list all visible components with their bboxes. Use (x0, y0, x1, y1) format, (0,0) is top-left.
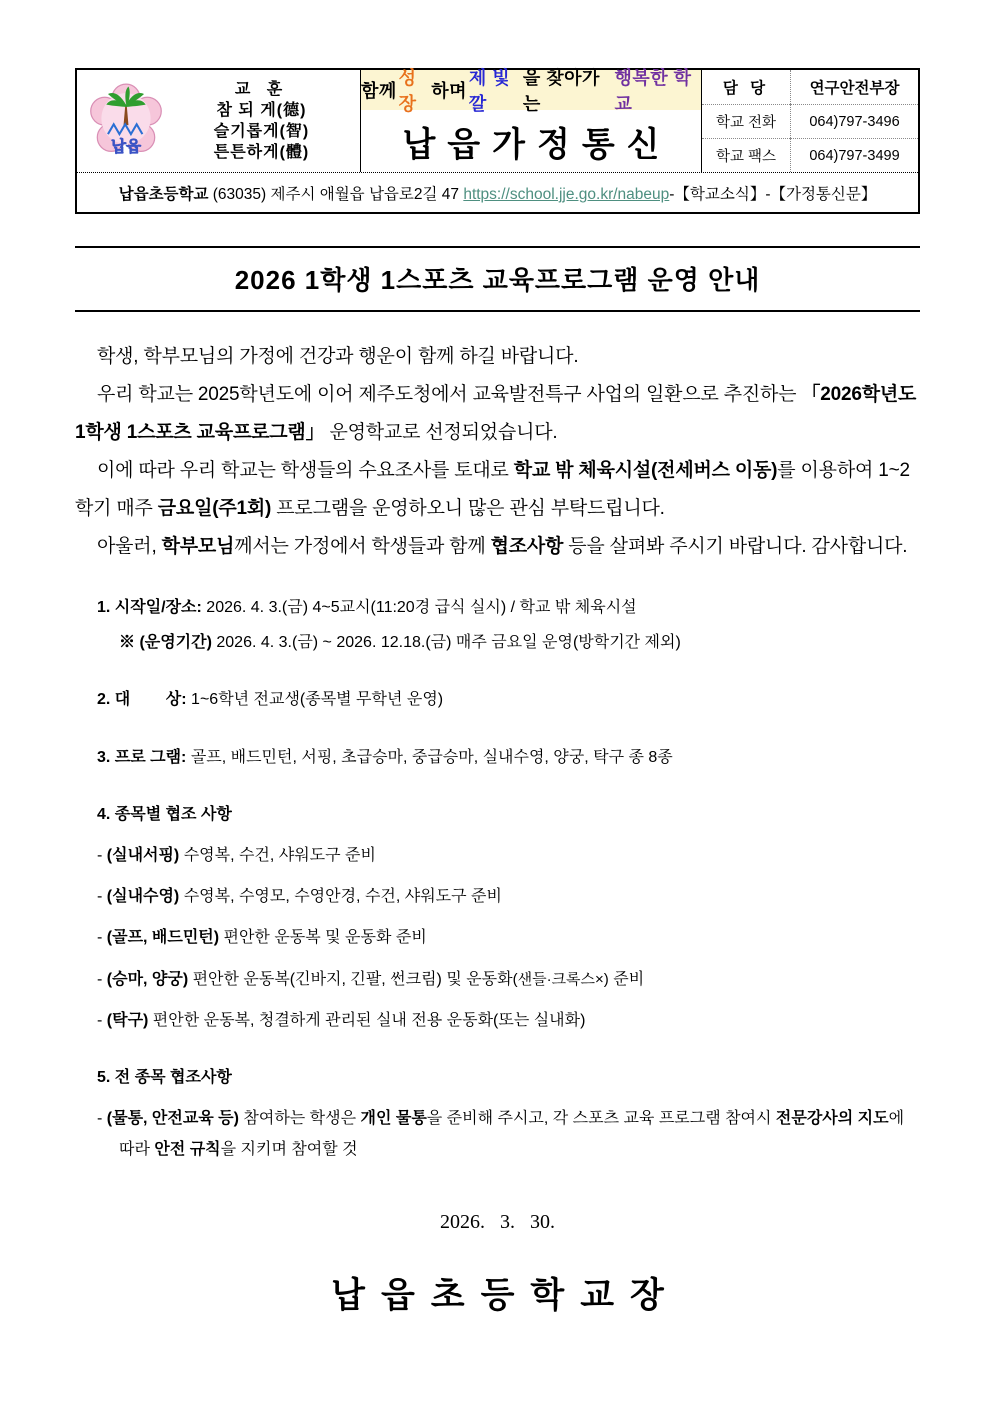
paragraph (75, 528, 920, 566)
school-motto (169, 79, 354, 163)
paragraph (75, 376, 920, 452)
text-run: (탁구) (106, 1011, 149, 1029)
school-emblem-icon (85, 78, 167, 164)
text-run: 협조사항 (490, 536, 564, 557)
motto-line: 슬기롭게(智) (213, 123, 310, 140)
address-text: (63035) 제주시 애월읍 납읍로2길 47 (208, 186, 464, 203)
text-run: - (97, 888, 107, 906)
text-run: - (97, 846, 107, 864)
text-run: 을 찾아가는 (522, 68, 600, 114)
list-item (97, 799, 920, 830)
text-run: 골프, 배드민턴, 서핑, 초급승마, 중급승마, 실내수영, 양궁, 탁구 종 8종 (190, 748, 673, 766)
sub-item (97, 964, 920, 995)
text-run: 성장 (398, 68, 417, 114)
text-run: 2. 대 상: (97, 691, 192, 709)
header-top-row (77, 70, 918, 172)
school-logo (83, 78, 169, 164)
contact-label: 담 당 (722, 80, 770, 97)
paragraph (75, 338, 920, 376)
text-run: (물통, 안전교육 등) (106, 1110, 239, 1128)
header-left-cell (77, 70, 360, 172)
text-run: 5. 전 종목 협조사항 (97, 1068, 232, 1086)
issue-date: 2026. 3. 30. (440, 1211, 555, 1234)
header-box (75, 68, 920, 214)
text-run: (골프, 배드민턴) (106, 929, 220, 947)
text-run: 금요일(주1회) (157, 498, 272, 519)
text-run: 2026. 4. 3.(금) ~ 2026. 12.18.(금) 매주 금요일 운영(방학기간 제외) (211, 634, 681, 652)
contact-value: 064)797-3496 (790, 104, 918, 138)
motto-lines (169, 100, 354, 163)
text-run: (승마, 양궁) (106, 970, 189, 988)
newsletter-title: 납읍가정통신 (402, 125, 672, 164)
text-run: (실내서핑) (106, 846, 180, 864)
contact-label: 학교 전화 (702, 104, 790, 138)
text-run: 개인 물통 (360, 1110, 427, 1128)
contact-row (702, 138, 918, 172)
school-name: 납읍초등학교 (118, 186, 209, 203)
contact-row (702, 70, 918, 104)
sub-item (97, 1103, 920, 1165)
text-run: 우리 학교는 2025학년도에 이어 제주도청에서 교육발전특구 사업의 일환으로 추진하는 (97, 384, 802, 405)
text-run: - (97, 970, 107, 988)
text-run: 에 따라 (119, 1110, 909, 1159)
text-run: (샌들·크록스×) (512, 970, 609, 988)
text-run: 를 이용하여 1~2학기 매주 (75, 460, 910, 519)
sub-item (97, 881, 920, 912)
text-run: 2026. 4. 3.(금) 4~5교시(11:20경 급식 실시) / 학교 밖 체육시설 (206, 599, 637, 616)
motto-title: 교 훈 (234, 80, 289, 98)
list-item (97, 684, 920, 715)
school-slogan (361, 68, 701, 114)
contact-table (702, 70, 918, 172)
list-item (97, 1062, 920, 1093)
sub-item (97, 840, 920, 871)
text-run: 편안한 운동복(긴바지, 긴팔, 썬크림) 및 운동화 (188, 970, 513, 988)
text-run: 1~6학년 전교생(종목별 무학년 운영) (191, 691, 444, 709)
text-run: 편안한 운동복 및 운동화 준비 (219, 929, 427, 947)
text-run: 수영복, 수건, 샤워도구 준비 (179, 846, 376, 864)
contact-value: 연구안전부장 (790, 70, 918, 104)
text-run: 학교 밖 체육시설(전세버스 이동) (513, 460, 778, 481)
text-run: 운영학교로 선정되었습니다. (324, 422, 558, 443)
text-run: ※ (운영기간) (119, 634, 212, 652)
text-run: 이에 따라 우리 학교는 학생들의 수요조사를 토대로 (97, 460, 514, 481)
text-run: 께서는 가정에서 학생들과 함께 (234, 536, 491, 557)
text-run: - (97, 1011, 107, 1029)
paragraph (75, 452, 920, 528)
body-items (75, 592, 920, 1165)
document-title: 2026 1학생 1스포츠 교육프로그램 운영 안내 (75, 246, 920, 312)
text-run: (실내수영) (106, 888, 180, 906)
principal-signature: 납읍초등학교장 (331, 1276, 680, 1316)
text-run: 학부모님 (161, 536, 235, 557)
text-run: 「2026학년도 1학생 1스포츠 교육프로그램」 (75, 384, 922, 443)
text-run: 을 지키며 참여할 것 (220, 1141, 358, 1159)
text-run: 1. 시작일/장소: (97, 599, 207, 616)
text-run: 참여하는 학생은 (238, 1110, 361, 1128)
text-run: 4. 종목별 협조 사항 (97, 805, 232, 823)
text-run: 하며 (431, 81, 473, 101)
contact-label: 학교 팩스 (702, 138, 790, 172)
text-run: 편안한 운동복, 청결하게 관리된 실내 전용 운동화(또는 실내화) (148, 1011, 586, 1029)
body-paragraphs (75, 338, 920, 566)
text-run: 제 빛깔 (468, 68, 511, 114)
text-run: 전문강사의 지도 (775, 1110, 889, 1128)
school-website-link[interactable]: https://school.jje.go.kr/nabeup (463, 186, 670, 203)
sub-item (97, 1005, 920, 1036)
address-suffix: -【학교소식】-【가정통신문】 (669, 186, 877, 203)
text-run: 을 준비해 주시고, 각 스포츠 교육 프로그램 참여시 (426, 1110, 776, 1128)
text-run: 준비 (608, 970, 645, 988)
newsletter-page (75, 68, 920, 1318)
motto-line: 참 되 게(德) (216, 101, 307, 119)
motto-line: 튼튼하게(體) (213, 144, 310, 162)
address-bar (77, 172, 918, 212)
sub-item (97, 922, 920, 953)
text-run: - (97, 1110, 107, 1128)
list-item (97, 742, 920, 773)
emblem-text: 납읍 (110, 138, 142, 156)
text-run: 안전 규칙 (154, 1141, 221, 1159)
contact-value: 064)797-3499 (790, 138, 918, 172)
text-run: 3. 프로 그램: (97, 748, 191, 766)
list-item (97, 592, 920, 623)
header-middle-cell (360, 70, 702, 172)
text-run: - (97, 929, 107, 947)
text-run: 등을 살펴봐 주시기 바랍니다. 감사합니다. (563, 536, 908, 557)
text-run: 수영복, 수영모, 수영안경, 수건, 샤워도구 준비 (179, 888, 502, 906)
contact-row (702, 104, 918, 138)
text-run: 행복한 학교 (614, 68, 692, 114)
text-run: 함께 (361, 81, 403, 101)
text-run: 학생, 학부모님의 가정에 건강과 행운이 함께 하길 바랍니다. (97, 346, 579, 367)
note-line (119, 627, 920, 658)
text-run: 프로그램을 운영하오니 많은 관심 부탁드립니다. (271, 498, 665, 519)
text-run: 아울러, (97, 536, 162, 557)
